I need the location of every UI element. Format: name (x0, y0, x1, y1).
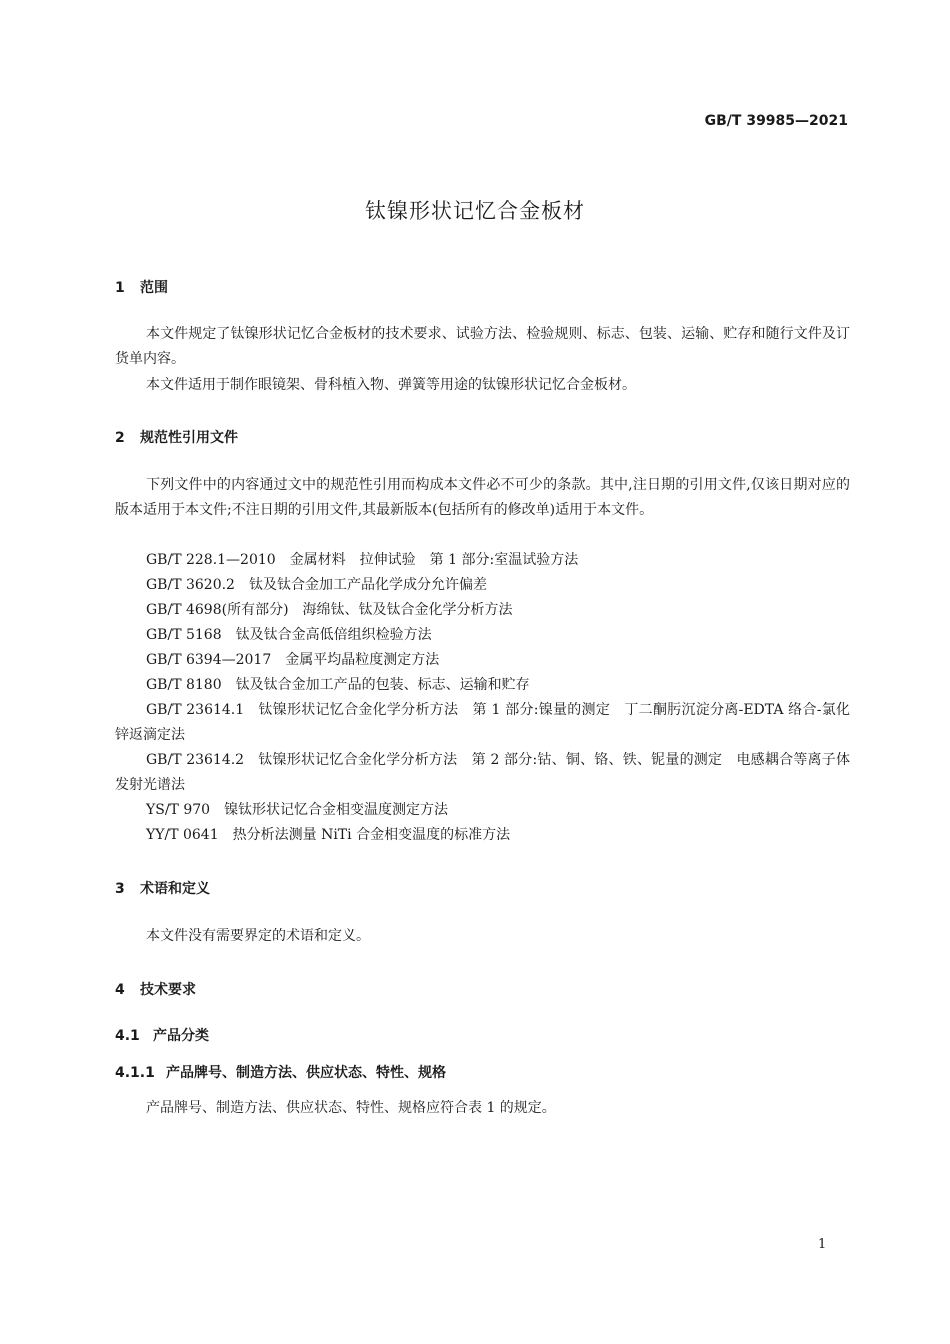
reference-title: 钛及钛合金高低倍组织检验方法 (235, 627, 432, 643)
normative-refs-intro: 下列文件中的内容通过文中的规范性引用而构成本文件必不可少的条款。其中,注日期的引用文件,仅该日期对应的版本适用于本文件;不注日期的引用文件,其最新版本(包括所有的修改单)适用于本文件。 (115, 477, 850, 518)
reference-title: 金属平均晶粒度测定方法 (285, 652, 440, 668)
reference-title: 钛及钛合金加工产品化学成分允许偏差 (248, 577, 487, 593)
standard-code: GB/T 39985—2021 (704, 113, 848, 129)
reference-code: YY/T 0641 (146, 827, 219, 843)
section-3-heading (115, 878, 210, 898)
reference-title: 金属材料 拉伸试验 第 1 部分:室温试验方法 (289, 552, 579, 568)
reference-item (115, 548, 850, 573)
reference-code: GB/T 6394—2017 (146, 652, 272, 668)
reference-title: 钛镍形状记忆合金化学分析方法 第 1 部分:镍量的测定 丁二酮肟沉淀分离-EDTA 络合-氯化锌返滴定法 (115, 702, 851, 743)
reference-code: GB/T 23614.1 (146, 702, 245, 718)
reference-title: 热分析法测量 NiTi 合金相变温度的标准方法 (232, 827, 511, 843)
section-4-1-heading (115, 1025, 209, 1045)
section-title: 范围 (140, 280, 168, 296)
section-number: 3 (115, 881, 125, 897)
scope-paragraph-2: 本文件适用于制作眼镜架、骨科植入物、弹簧等用途的钛镍形状记忆合金板材。 (146, 377, 636, 393)
classification-paragraph: 产品牌号、制造方法、供应状态、特性、规格应符合表 1 的规定。 (146, 1100, 556, 1116)
reference-item (115, 598, 850, 623)
reference-code: GB/T 3620.2 (146, 577, 235, 593)
section-1-heading (115, 277, 168, 297)
section-title: 产品牌号、制造方法、供应状态、特性、规格 (166, 1065, 446, 1081)
reference-title: 钛及钛合金加工产品的包装、标志、运输和贮存 (235, 677, 530, 693)
reference-item (115, 573, 850, 598)
scope-paragraph-1: 本文件规定了钛镍形状记忆合金板材的技术要求、试验方法、检验规则、标志、包装、运输、贮存和随行文件及订货单内容。 (115, 326, 850, 367)
section-number: 4.1 (115, 1028, 140, 1044)
page-number: 1 (818, 1237, 827, 1252)
section-title: 技术要求 (140, 982, 196, 998)
reference-code: GB/T 228.1—2010 (146, 552, 276, 568)
section-4-1-1-heading (115, 1062, 446, 1082)
reference-code: GB/T 8180 (146, 677, 222, 693)
reference-item (115, 698, 850, 748)
section-number: 2 (115, 430, 125, 446)
section-number: 4.1.1 (115, 1065, 155, 1081)
reference-item (115, 623, 850, 648)
reference-title: 海绵钛、钛及钛合金化学分析方法 (302, 602, 513, 618)
section-4-heading (115, 979, 196, 999)
reference-code: YS/T 970 (146, 802, 211, 818)
document-title: 钛镍形状记忆合金板材 (365, 199, 585, 223)
terms-paragraph: 本文件没有需要界定的术语和定义。 (146, 928, 370, 944)
reference-item (115, 798, 850, 823)
reference-code: GB/T 23614.2 (146, 752, 245, 768)
reference-title: 钛镍形状记忆合金化学分析方法 第 2 部分:钴、铜、铬、铁、铌量的测定 电感耦合等离子体发射光谱法 (115, 752, 850, 793)
reference-item (115, 648, 850, 673)
section-title: 产品分类 (153, 1028, 209, 1044)
reference-item (115, 748, 850, 798)
reference-item (115, 673, 850, 698)
section-2-heading (115, 427, 238, 447)
reference-code: GB/T 5168 (146, 627, 222, 643)
section-title: 术语和定义 (140, 881, 210, 897)
section-title: 规范性引用文件 (140, 430, 238, 446)
section-number: 4 (115, 982, 125, 998)
reference-title: 镍钛形状记忆合金相变温度测定方法 (224, 802, 449, 818)
reference-code: GB/T 4698(所有部分) (146, 602, 289, 618)
reference-item (115, 823, 850, 848)
section-number: 1 (115, 280, 125, 296)
